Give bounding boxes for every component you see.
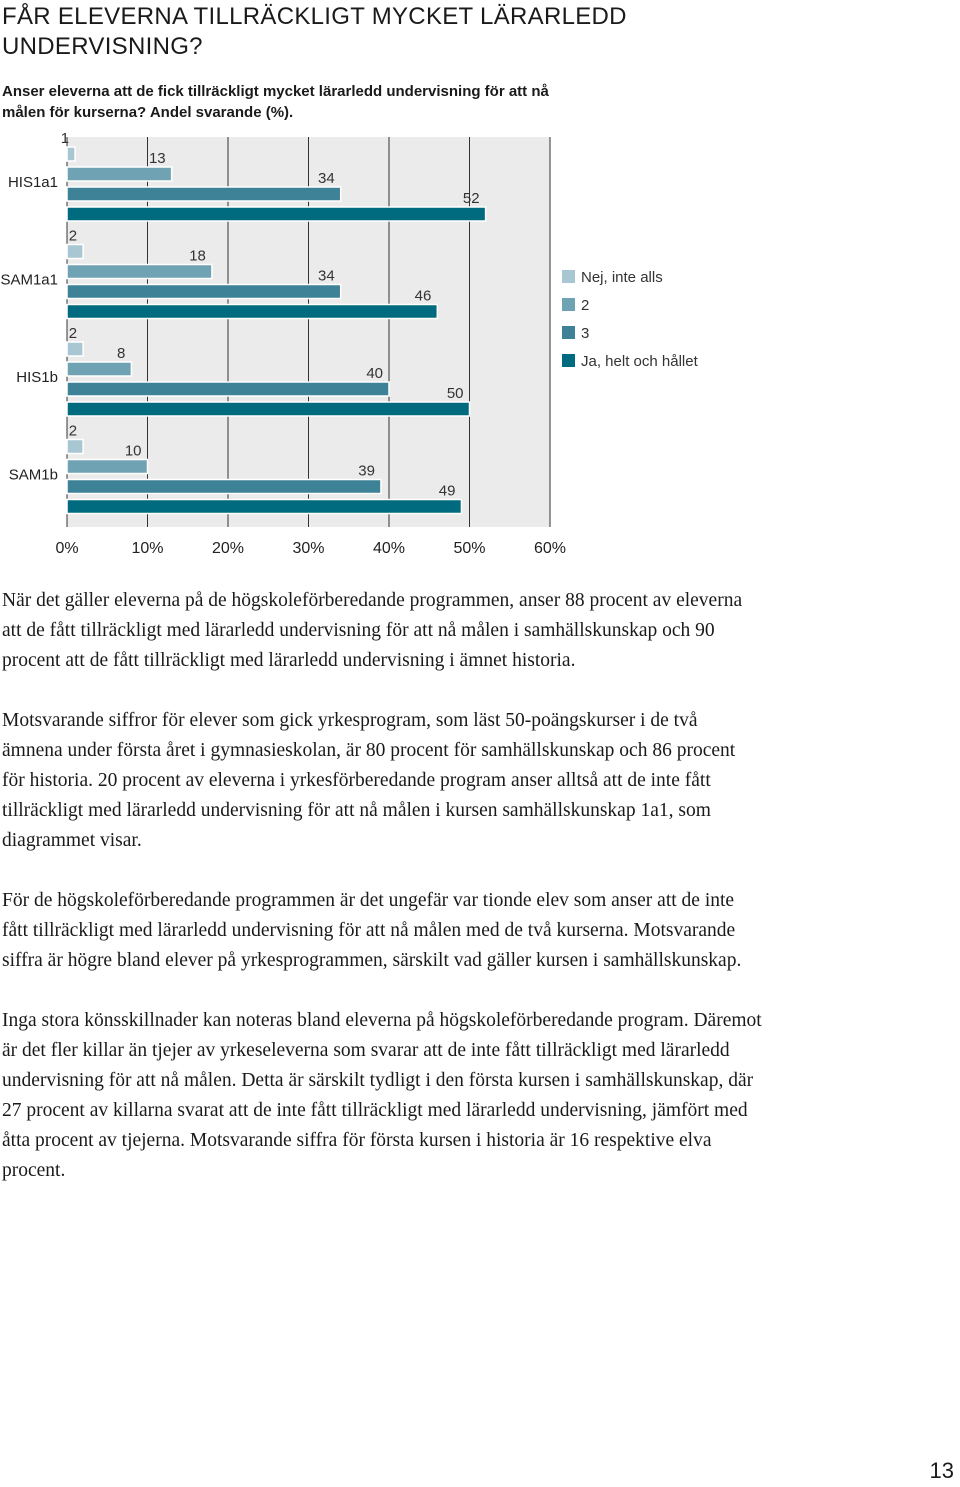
x-tick-label: 0%: [55, 540, 79, 557]
bar: [67, 147, 75, 161]
legend-label: 3: [581, 325, 590, 342]
bar-value-label: 2: [68, 325, 78, 342]
bar-value-label: 2: [68, 227, 78, 245]
bar: [67, 440, 83, 454]
chart-subheading: Anser eleverna att de fick tillräckligt mycket lärarledd undervisning för att nå målen för kurserna? Andel svarande (%).: [2, 83, 549, 121]
x-tick-label: 60%: [533, 540, 567, 557]
x-tick-label: 30%: [292, 540, 325, 557]
bar: [67, 342, 83, 356]
bar: [67, 167, 172, 181]
bar-value-label: 40: [366, 365, 383, 382]
x-tick-label: 40%: [372, 540, 406, 557]
bar-value-label: 52: [462, 190, 480, 207]
bar: [67, 305, 437, 319]
bar: [67, 460, 148, 474]
chart-heading: FÅR ELEVERNA TILLRÄCKLIGT MYCKET LÄRARLEDD UNDERVISNING?: [2, 3, 627, 60]
legend-swatch: [562, 298, 575, 311]
x-tick-label: 50%: [453, 540, 486, 557]
bar-value-label: 13: [148, 150, 166, 167]
x-tick-label: 20%: [211, 540, 245, 557]
bar-value-label: 34: [318, 267, 335, 285]
paragraph: Motsvarande siffror för elever som gick yrkesprogram, som läst 50-poängskurser i de två ämnena under första året i gymnasieskolan, är 80 procent för samhällskunskap och 86 procent för historia. 20 procent av eleverna i yrkesförberedande program anser alltså att de inte fått tillräckligt med lärarledd undervisning för att nå målen i kursen samhällskunskap 1a1, som diagrammet visar.: [2, 710, 736, 851]
bar: [67, 382, 389, 396]
legend-swatch: [562, 326, 575, 339]
bar: [67, 265, 212, 279]
legend-label: 2: [581, 297, 590, 314]
category-label: HIS1b: [16, 369, 58, 386]
category-label: SAM1a1: [0, 271, 58, 289]
legend-label: Nej, inte alls: [581, 269, 663, 286]
bar-value-label: 50: [446, 385, 464, 402]
bar-value-label: 8: [117, 345, 126, 362]
paragraph: För de högskoleförberedande programmen är det ungefär var tionde elev som anser att de inte fått tillräckligt med lärarledd undervisning för att nå målen med de två kurserna. Motsvarande siffra är högre bland elever på yrkesprogrammen, särskilt vad gäller kursen i samhällskunskap.: [2, 890, 742, 971]
legend-swatch: [562, 354, 575, 367]
page-number: 13: [929, 1458, 954, 1483]
bar: [67, 402, 470, 416]
bar-value-label: 34: [318, 170, 335, 187]
bar: [67, 362, 131, 376]
category-label: HIS1a1: [7, 174, 58, 191]
bar-value-label: 18: [189, 247, 206, 265]
bar: [67, 245, 83, 259]
bar-value-label: 46: [414, 287, 432, 305]
x-tick-label: 10%: [131, 540, 164, 557]
paragraph: Inga stora könsskillnader kan noteras bland eleverna på högskoleförberedande program. Däremot är det fler killar än tjejer av yrkeseleverna som svarar att de inte fått tillräckligt med lärarledd undervisning för att nå målen. Detta är särskilt tydligt i den första kursen i samhällskunskap, där 27 procent av killarna svarat att de inte fått tillräckligt med lärarledd undervisning, jämfört med åtta procent av tjejerna. Motsvarande siffra för första kursen i historia är 16 respektive elva procent.: [2, 1010, 762, 1181]
bar: [67, 500, 461, 514]
legend-swatch: [562, 270, 575, 283]
bar: [67, 187, 341, 201]
bar-value-label: 2: [68, 422, 78, 440]
bar-value-label: 1: [60, 130, 70, 147]
bar: [67, 285, 341, 299]
bar-value-label: 49: [438, 482, 456, 500]
paragraph: När det gäller eleverna på de högskoleförberedande programmen, anser 88 procent av eleverna att de fått tillräckligt med lärarledd undervisning för att nå målen i samhällskunskap och 90 procent att de fått tillräckligt med lärarledd undervisning i ämnet historia.: [2, 590, 743, 671]
bar: [67, 480, 381, 494]
bar-value-label: 39: [358, 462, 375, 480]
bar-value-label: 10: [124, 442, 142, 460]
legend-label: Ja, helt och hållet: [581, 353, 698, 370]
bar: [67, 207, 486, 221]
category-label: SAM1b: [8, 466, 58, 484]
grouped-bar-chart: [0, 130, 960, 570]
body-text: [2, 586, 762, 1216]
